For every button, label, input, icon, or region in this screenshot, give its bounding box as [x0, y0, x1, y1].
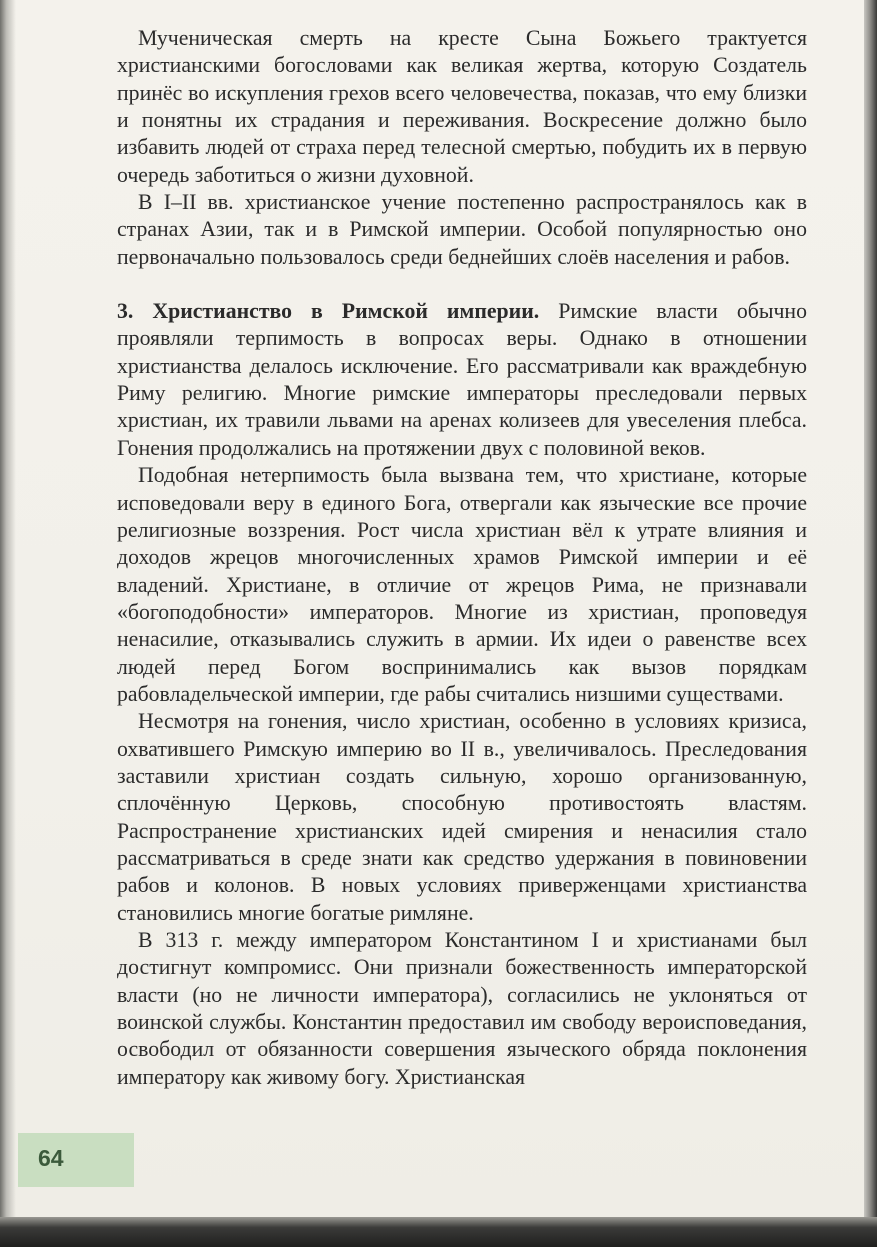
- paragraph-spread: В I–II вв. христианское учение постепенно распространялось как в странах Азии, так и в Римской империи. Особой популярностью оно первоначально пользовалось среди беднейших слоёв населения и рабов.: [117, 190, 807, 269]
- page-text: [117, 25, 807, 1091]
- page-bottom-edge: [0, 1217, 877, 1247]
- page-number-box: [18, 1133, 134, 1187]
- spine-shadow: [0, 0, 16, 1218]
- paragraph-persecution: Несмотря на гонения, число христиан, особенно в условиях кризиса, охватившего Римскую империю во II в., увеличивалось. Преследования заставили христиан создать сильную, хорошо организованную, сплочённую Церковь, способную противостоять властям. Распространение христианских идей смирения и ненасилия стало рассматриваться в среде знати как средство удержания в повиновении рабов и колонов. В новых условиях приверженцами христианства становились многие богатые римляне.: [117, 709, 807, 925]
- page-right-edge: [864, 0, 877, 1247]
- paragraph-intolerance: Подобная нетерпимость была вызвана тем, что христиане, которые исповедовали веру в единого Бога, отвергали как языческие все прочие религиозные воззрения. Рост числа христиан вёл к утрате влияния и доходов жрецов многочисленных храмов Римской империи и её владений. Христиане, в отличие от жрецов Рима, не признавали «богоподобности» императоров. Многие из христиан, проповедуя ненасилие, отказывались служить в армии. Их идеи о равенстве всех людей перед Богом воспринимались как вызов порядкам рабовладельческой империи, где рабы считались низшими существами.: [117, 463, 807, 706]
- paragraph-compromise: В 313 г. между императором Константином I и христианами был достигнут компромисс. Они признали божественность императорской власти (но не личности императора), согласились не уклоняться от воинской службы. Константин предоставил им свободу вероисповедания, освободил от обязанности совершения языческого обряда поклонения императору как живому богу. Христианская: [117, 928, 807, 1089]
- paragraph-crucifixion: Мученическая смерть на кресте Сына Божьего трактуется христианскими богословами как великая жертва, которую Создатель принёс во искупления грехов всего человечества, показав, что ему близки и понятны их страдания и переживания. Воскресение должно было избавить людей от страха перед телесной смертью, побудить их в первую очередь заботиться о жизни духовной.: [117, 26, 807, 187]
- page-number: 64: [38, 1145, 64, 1171]
- section-3-opening: [117, 298, 807, 462]
- section-heading: 3. Христианство в Римской империи.: [117, 299, 540, 324]
- section-intro: Римские власти обычно проявляли терпимость в вопросах веры. Однако в отношении христианства делалось исключение. Его рассматривали как враждебную Риму религию. Многие римские императоры преследовали первых христиан, их травили львами на аренах колизеев для увеселения плебса. Гонения продолжались на протяжении двух с половиной веков.: [117, 299, 807, 460]
